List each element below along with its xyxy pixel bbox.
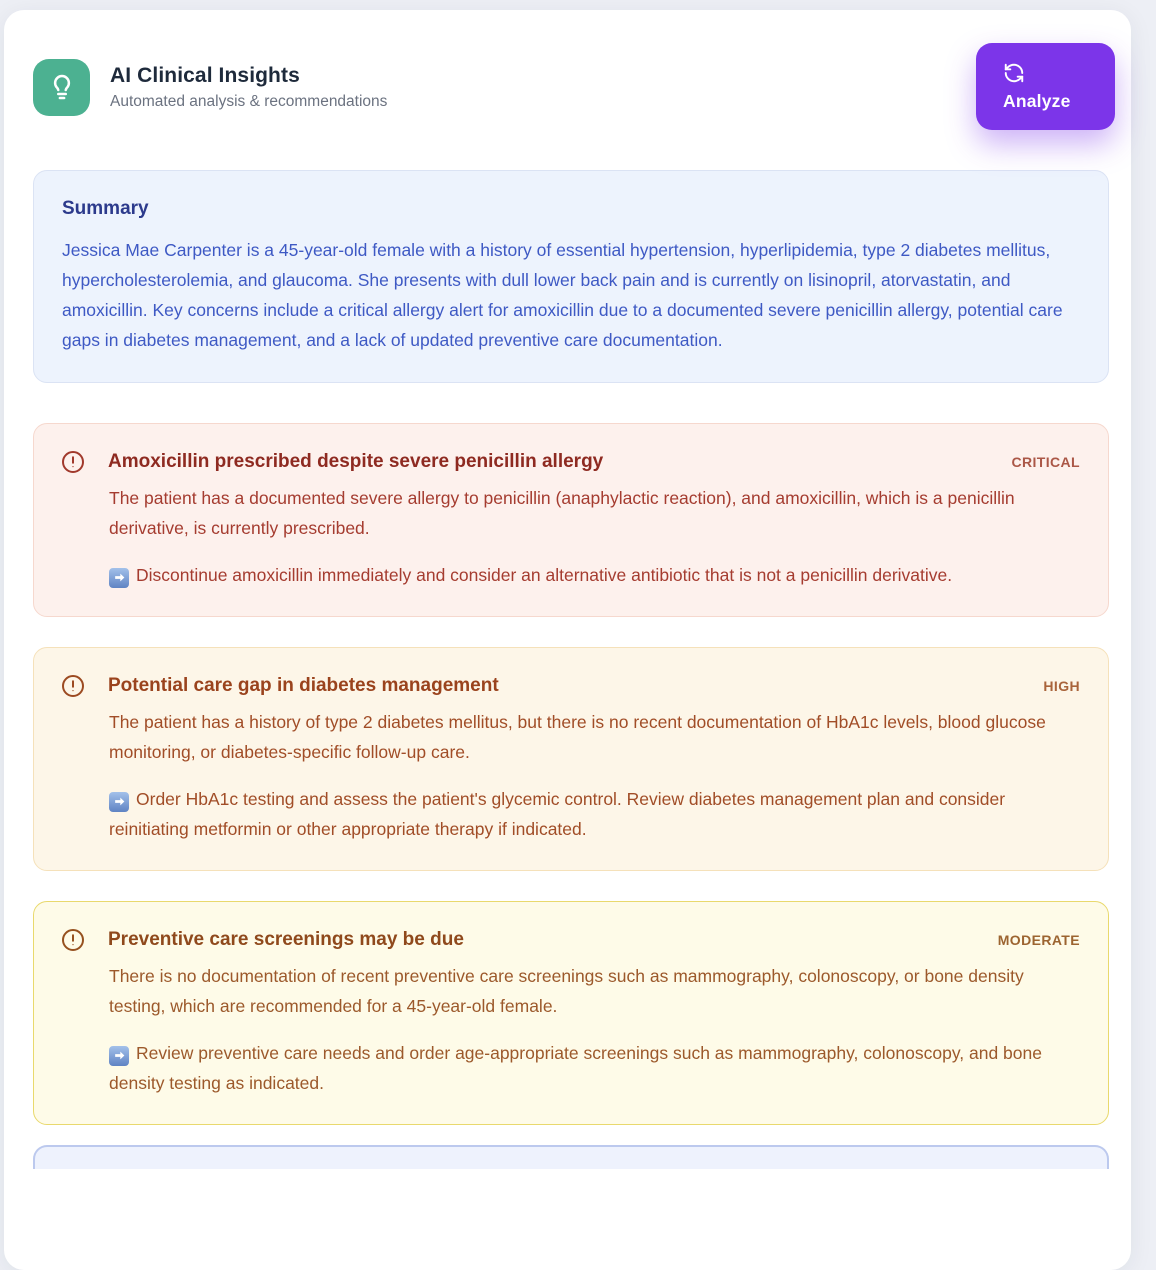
arrow-right-icon — [109, 568, 129, 588]
analyze-button[interactable] — [976, 43, 1115, 130]
summary-card — [33, 170, 1109, 383]
summary-title: Summary — [62, 198, 149, 219]
insight-header — [61, 674, 1080, 698]
lightbulb-icon — [33, 59, 90, 116]
insight-title: Preventive care screenings may be due — [108, 929, 464, 950]
analyze-label: Analyze — [1003, 90, 1071, 111]
severity-badge: CRITICAL — [1011, 454, 1080, 470]
severity-badge: HIGH — [1043, 678, 1080, 694]
insight-title: Amoxicillin prescribed despite severe penicillin allergy — [108, 451, 604, 472]
arrow-right-icon — [109, 1046, 129, 1066]
page-subtitle: Automated analysis & recommendations — [110, 93, 388, 110]
insight-header — [61, 450, 1080, 474]
header-titles — [110, 64, 387, 111]
alert-circle-icon — [61, 674, 85, 698]
insight-card-moderate — [33, 901, 1109, 1125]
alert-circle-icon — [61, 450, 85, 474]
insight-card-critical — [33, 423, 1109, 617]
recommendation-text: Review preventive care needs and order age-appropriate screenings such as mammography, colonoscopy, and bone density testing as indicated. — [109, 1043, 1042, 1093]
insight-description: There is no documentation of recent preventive care screenings such as mammography, colonoscopy, or bone density testing, which are recommended for a 45-year-old female. — [109, 966, 1024, 1016]
arrow-right-icon — [109, 792, 129, 812]
summary-text: Jessica Mae Carpenter is a 45-year-old female with a history of essential hypertension, hyperlipidemia, type 2 diabetes mellitus, hypercholesterolemia, and glaucoma. She presents with dull lower back pain and is currently on lisinopril, atorvastatin, and amoxicillin. Key concerns include a critical allergy alert for amoxicillin due to a documented severe penicillin allergy, potential care gaps in diabetes management, and a lack of updated preventive care documentation. — [62, 240, 1063, 350]
next-card-peek — [33, 1145, 1109, 1169]
insight-header — [61, 928, 1080, 952]
refresh-icon — [1003, 62, 1025, 84]
alert-circle-icon — [61, 928, 85, 952]
ai-clinical-insights-panel — [4, 10, 1131, 1270]
insight-title: Potential care gap in diabetes management — [108, 675, 499, 696]
insight-recommendation — [109, 784, 1080, 844]
severity-badge: MODERATE — [997, 932, 1080, 948]
insight-recommendation — [109, 1038, 1080, 1098]
recommendation-text: Order HbA1c testing and assess the patient's glycemic control. Review diabetes management plan and consider reinitiating metformin or other appropriate therapy if indicated. — [109, 789, 1006, 839]
page-title: AI Clinical Insights — [110, 64, 300, 87]
insight-description: The patient has a documented severe allergy to penicillin (anaphylactic reaction), and amoxicillin, which is a penicillin derivative, is currently prescribed. — [109, 488, 1015, 538]
recommendation-text: Discontinue amoxicillin immediately and consider an alternative antibiotic that is not a penicillin derivative. — [136, 565, 953, 585]
insight-card-high — [33, 647, 1109, 871]
panel-header — [33, 59, 1109, 116]
insight-recommendation — [109, 560, 1080, 590]
insight-description: The patient has a history of type 2 diabetes mellitus, but there is no recent documentation of HbA1c levels, blood glucose monitoring, or diabetes-specific follow-up care. — [109, 712, 1046, 762]
